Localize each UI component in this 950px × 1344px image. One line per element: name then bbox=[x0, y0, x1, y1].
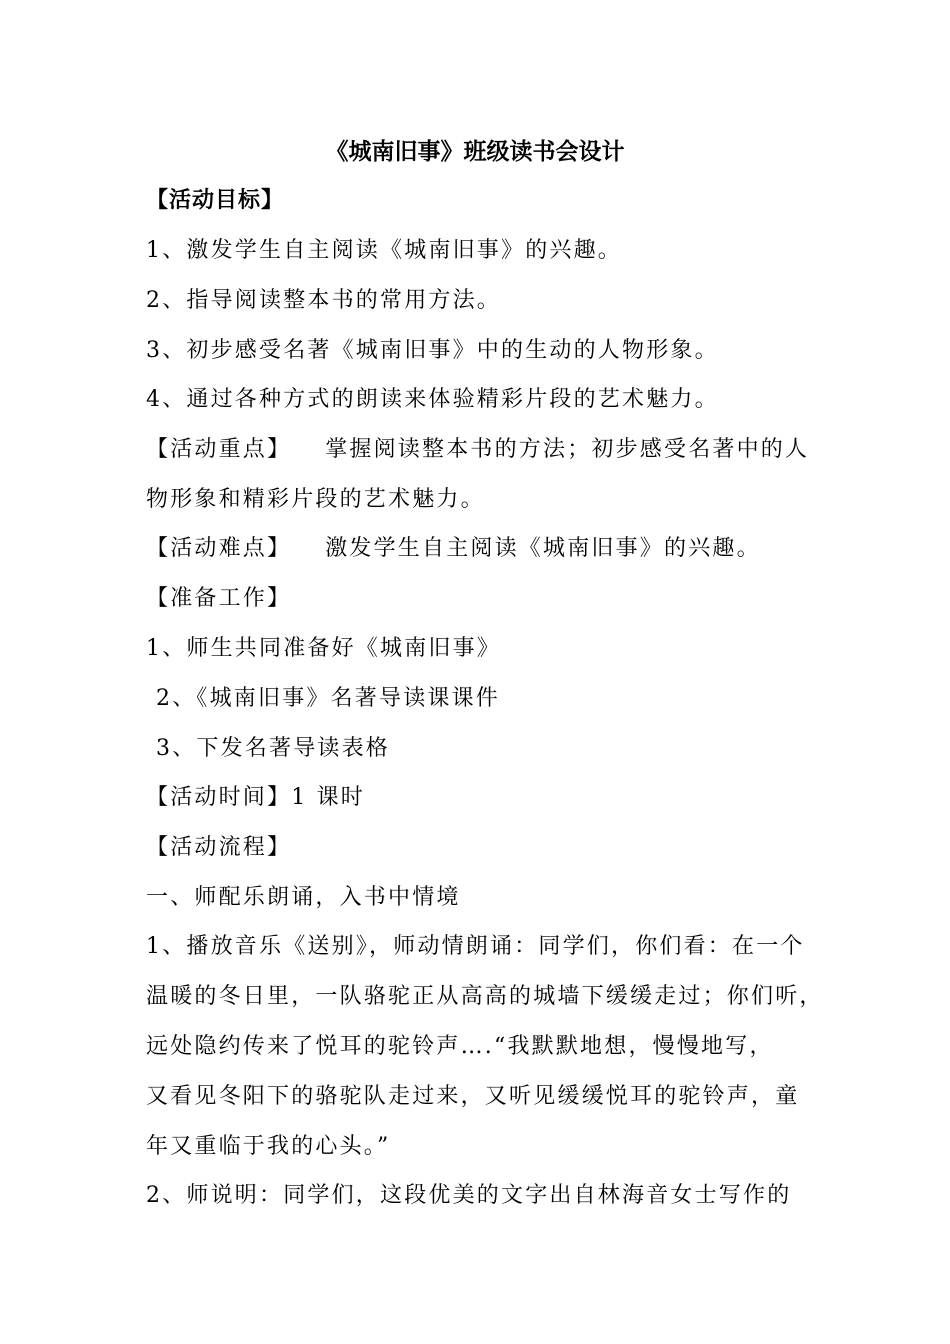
flow-heading: 【活动流程】 bbox=[146, 835, 292, 860]
paragraph-1-line-1: 1、播放音乐《送别》，师动情朗诵：同学们，你们看：在一个 bbox=[146, 934, 805, 959]
paragraph-1-line-5: 年又重临于我的心头。” bbox=[146, 1134, 391, 1159]
goal-item-4: 4、通过各种方式的朗读来体验精彩片段的艺术魅力。 bbox=[146, 387, 719, 412]
focus-line bbox=[146, 434, 809, 466]
goal-item-3: 3、初步感受名著《城南旧事》中的生动的人物形象。 bbox=[146, 338, 719, 363]
focus-text: 掌握阅读整本书的方法；初步感受名著中的人 bbox=[325, 437, 810, 462]
prep-item-1: 1、师生共同准备好《城南旧事》 bbox=[146, 636, 501, 661]
paragraph-1-line-3: 远处隐约传来了悦耳的驼铃声….“我默默地想，慢慢地写， bbox=[146, 1034, 774, 1059]
section-1-heading: 一、师配乐朗诵，入书中情境 bbox=[146, 885, 461, 910]
paragraph-1-line-2: 温暖的冬日里，一队骆驼正从高高的城墙下缓缓走过；你们听， bbox=[146, 984, 824, 1009]
goal-item-1: 1、激发学生自主阅读《城南旧事》的兴趣。 bbox=[146, 238, 622, 263]
document-title: 《城南旧事》班级读书会设计 bbox=[325, 139, 625, 165]
paragraph-1-line-4: 又看见冬阳下的骆驼队走过来，又听见缓缓悦耳的驼铃声，童 bbox=[146, 1084, 800, 1109]
goal-item-2: 2、指导阅读整本书的常用方法。 bbox=[146, 288, 501, 313]
focus-text-continued: 物形象和精彩片段的艺术魅力。 bbox=[146, 487, 485, 512]
goals-heading: 【活动目标】 bbox=[146, 188, 285, 213]
paragraph-2-line-1: 2、师说明：同学们，这段优美的文字出自林海音女士写作的 bbox=[146, 1183, 792, 1208]
difficulty-line bbox=[146, 533, 761, 565]
prep-item-2: 2、《城南旧事》名著导读课课件 bbox=[156, 686, 500, 711]
difficulty-text: 激发学生自主阅读《城南旧事》的兴趣。 bbox=[325, 536, 761, 561]
prep-item-3: 3、下发名著导读表格 bbox=[156, 736, 390, 761]
difficulty-label: 【活动难点】 bbox=[146, 536, 292, 561]
prep-heading: 【准备工作】 bbox=[146, 586, 292, 611]
focus-label: 【活动重点】 bbox=[146, 437, 292, 462]
time-line: 【活动时间】1 课时 bbox=[146, 785, 365, 810]
